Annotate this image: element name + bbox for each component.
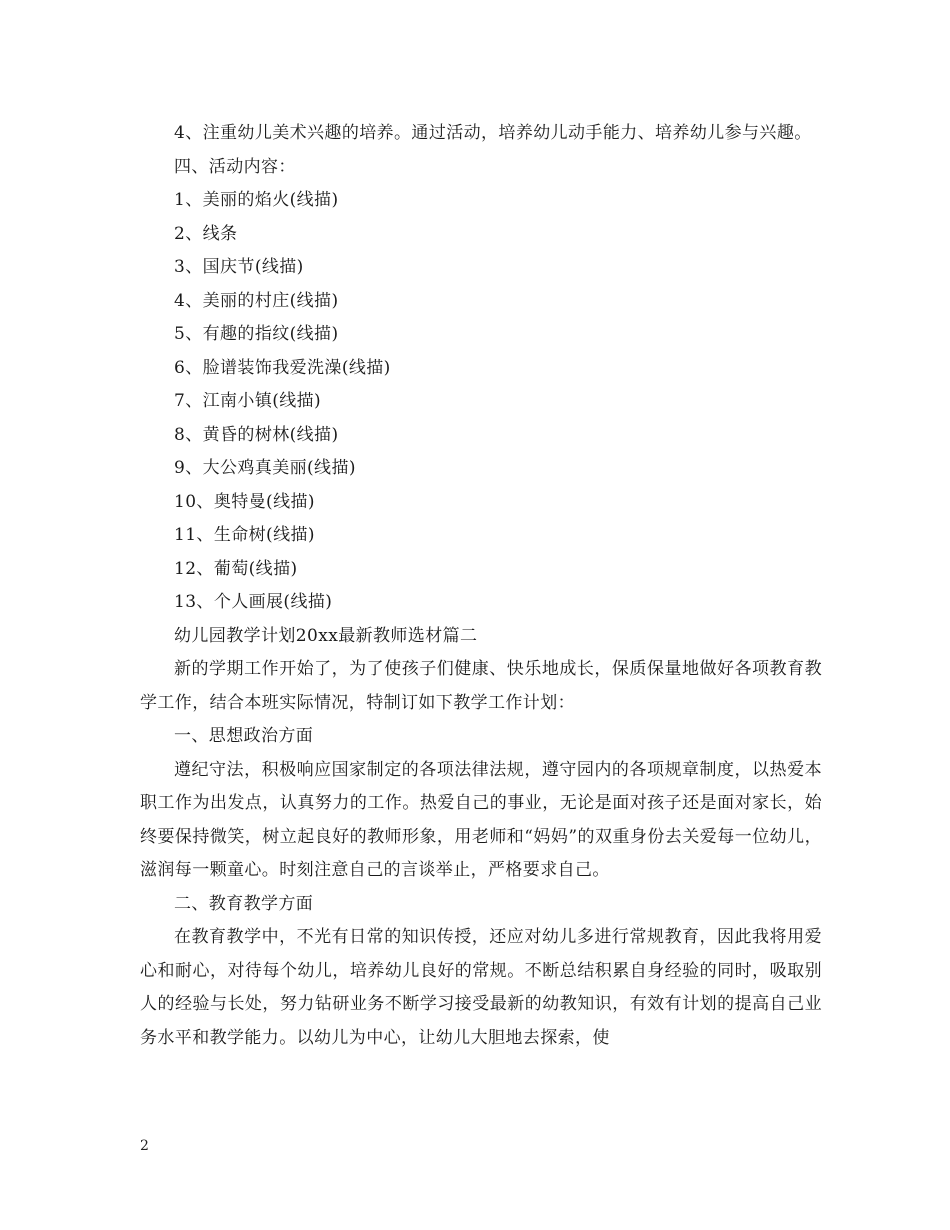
text-line: 11、生命树(线描) — [174, 525, 315, 545]
body-paragraph: 新的学期工作开始了，为了使孩子们健康、快乐地成长，保质保量地做好各项教育教学工作，结合本班实际情况，特制订如下教学工作计划： — [140, 659, 822, 713]
text-line: 四、活动内容： — [174, 156, 296, 177]
text-line: 8、黄昏的树林(线描) — [174, 424, 339, 445]
body-paragraph: 4、注重幼儿美术兴趣的培养。通过活动，培养幼儿动手能力、培养幼儿参与兴趣。 — [174, 123, 812, 143]
text-line: 3、国庆节(线描) — [174, 257, 304, 277]
text-line: 9、大公鸡真美丽(线描) — [174, 458, 356, 478]
text-line: 5、有趣的指纹(线描) — [174, 324, 339, 344]
text-line: 13、个人画展(线描) — [174, 592, 333, 612]
text-line: 7、江南小镇(线描) — [174, 391, 322, 411]
text-line: 二、教育教学方面 — [174, 893, 314, 914]
page-number: 2 — [140, 1138, 149, 1154]
text-line: 6、脸谱装饰我爱洗澡(线描) — [174, 357, 391, 378]
text-line: 一、思想政治方面 — [174, 726, 314, 746]
body-paragraph: 在教育教学中，不光有日常的知识传授，还应对幼儿多进行常规教育，因此我将用爱心和耐心，对待每个幼儿，培养幼儿良好的常规。不断总结积累自身经验的同时，吸取别人的经验与长处，努力钻研业务不断学习接受最新的幼教知识，有效有计划的提高自己业务水平和教学能力。以幼儿为中心，让幼儿大胆地去探索，使 — [140, 927, 822, 1048]
text-line: 幼儿园教学计划20xx最新教师选材篇二 — [174, 625, 478, 646]
body-paragraph: 遵纪守法，积极响应国家制定的各项法律法规，遵守园内的各项规章制度，以热爱本职工作为出发点，认真努力的工作。热爱自己的事业，无论是面对孩子还是面对家长，始终要保持微笑，树立起良好的教师形象，用老师和“妈妈”的双重身份去关爱每一位幼儿，滋润每一颗童心。时刻注意自己的言谈举止，严格要求自己。 — [140, 759, 822, 880]
text-line: 12、葡萄(线描) — [174, 558, 298, 579]
text-line: 4、美丽的村庄(线描) — [174, 290, 339, 311]
text-line: 2、线条 — [174, 223, 238, 244]
document-body — [140, 117, 822, 1055]
text-line: 10、奥特曼(线描) — [174, 491, 315, 512]
text-line: 1、美丽的焰火(线描) — [174, 190, 339, 210]
